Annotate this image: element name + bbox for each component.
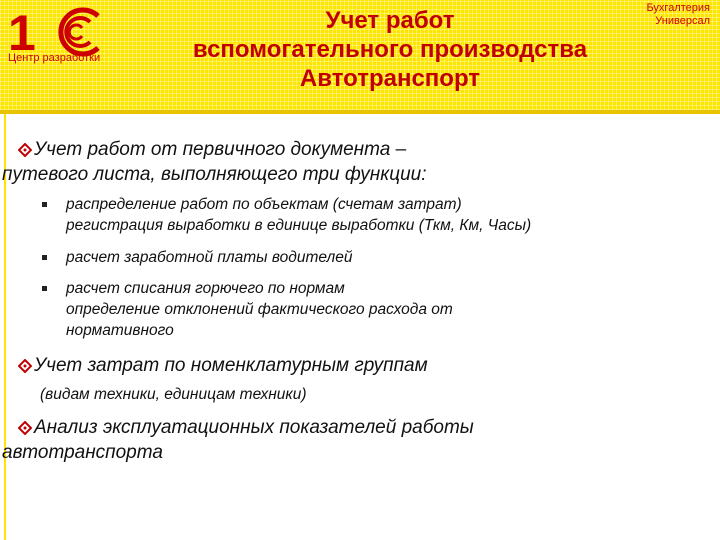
diamond-bullet-icon — [18, 421, 32, 435]
brand-line2: Универсал — [655, 15, 710, 27]
subitem-distribution — [42, 194, 531, 236]
logo-caption: Центр разработки — [8, 52, 101, 64]
bullet2-line1: Учет затрат по номенклатурным группам — [34, 355, 428, 376]
bullet-primary-document — [2, 137, 427, 187]
bullet3-line1: Анализ эксплуатационных показателей работы — [34, 417, 474, 438]
bullet-cost-groups — [18, 353, 428, 378]
subitem1-line1: распределение работ по объектам (счетам затрат) — [66, 196, 462, 213]
bullet1-line2: путевого листа, выполняющего три функции: — [2, 164, 427, 185]
subitem3-line3: нормативного — [66, 322, 174, 339]
bullet2-note: (видам техники, единицам техники) — [40, 386, 307, 403]
brand-line1: Бухгалтерия — [646, 2, 710, 14]
subitem2-line1: расчет заработной платы водителей — [66, 249, 353, 266]
diamond-bullet-icon — [18, 143, 32, 157]
square-bullet-icon — [42, 255, 47, 260]
square-bullet-icon — [42, 286, 47, 291]
bullet-analysis — [2, 415, 474, 465]
bullet3-line2: автотранспорта — [2, 442, 163, 463]
subitem3-line1: расчет списания горючего по нормам — [66, 280, 345, 297]
bullet1-line1: Учет работ от первичного документа – — [34, 139, 407, 160]
title-line2: вспомогательного производства — [192, 36, 588, 63]
svg-text:1: 1 — [8, 5, 36, 61]
title-line1: Учет работ — [325, 7, 455, 34]
square-bullet-icon — [42, 202, 47, 207]
subitem3-line2: определение отклонений фактического расхода от — [66, 301, 453, 318]
subitem-fuel — [42, 278, 453, 341]
subitem1-line2: регистрация выработки в единице выработки (Ткм, Км, Часы) — [66, 217, 532, 234]
title-line3: Автотранспорт — [299, 65, 481, 92]
diamond-bullet-icon — [18, 359, 32, 373]
subitem-salary — [42, 247, 352, 268]
